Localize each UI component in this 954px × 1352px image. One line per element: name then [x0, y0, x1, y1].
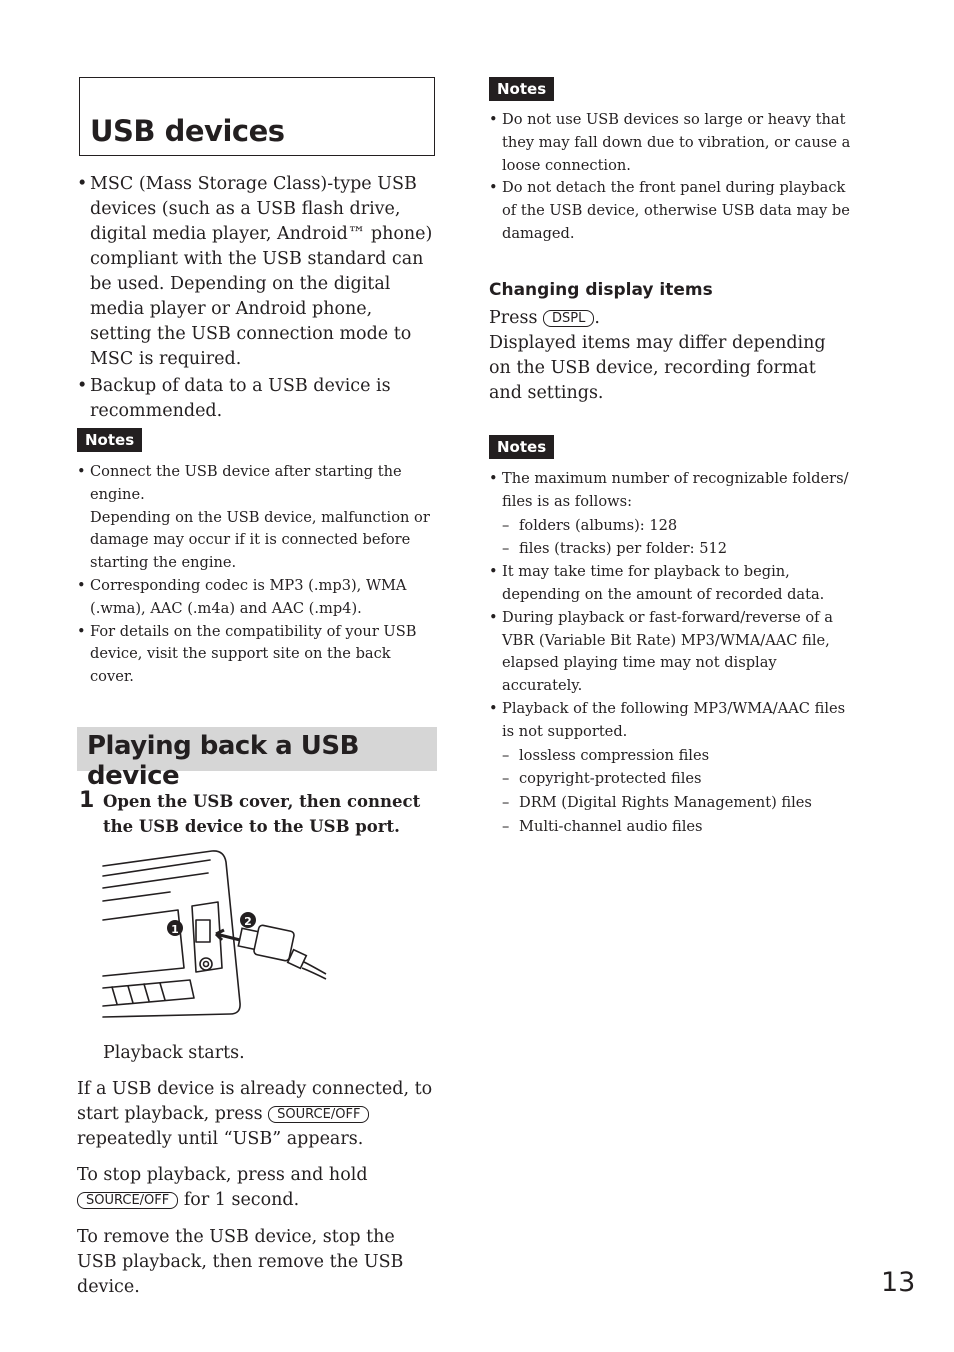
- para-stop-a: To stop playback, press and hold: [77, 1165, 368, 1185]
- press-label: Press: [489, 308, 538, 328]
- playback-starts: Playback starts.: [103, 1043, 245, 1063]
- notes-label-2: Notes: [489, 77, 554, 101]
- para-remove: To remove the USB device, stop the USB playback, then remove the USB device.: [77, 1227, 404, 1297]
- usb-connection-figure: [100, 848, 332, 1020]
- notes-section-1: [77, 461, 439, 689]
- step-instruction: Open the USB cover, then connect the USB device to the USB port.: [103, 792, 421, 836]
- notes3-item4-sub2: – copyright-protected files: [502, 768, 854, 791]
- display-description: Displayed items may differ depending on the USB device, recording format and settings.: [489, 333, 826, 403]
- notes3-item1-sub1: – folders (albums): 128: [502, 515, 854, 538]
- intro-bullet-msc: • MSC (Mass Storage Class)-type USB devices (such as a USB flash drive, digital media player, Android™ phone) compliant with the USB standard can be used. Depending on the digital media player or Android phone, setting the USB connection mode to MSC is required.: [77, 172, 439, 372]
- para-already-connected-a: If a USB device is already connected, to start playback, press: [77, 1079, 433, 1124]
- notes3-item4-sub4: – Multi-channel audio files: [502, 816, 854, 839]
- step-number: 1: [79, 788, 95, 813]
- para-stop-b: for 1 second.: [183, 1190, 300, 1210]
- notes3-item1-text: • The maximum number of recognizable folders/ files is as follows:: [502, 470, 849, 510]
- notes-list-2: [489, 109, 854, 246]
- source-off-button: SOURCE/OFF: [77, 1192, 178, 1209]
- notes-label-1: Notes: [77, 428, 142, 452]
- section-heading-gray: [77, 727, 437, 791]
- dspl-button: DSPL: [543, 310, 594, 327]
- notes-section-3: [489, 468, 854, 839]
- notes1-item1-line2: Depending on the USB device, malfunction or damage may occur if it is connected before starting the engine.: [90, 508, 430, 572]
- para-already-connected-b: repeatedly until “USB” appears.: [77, 1129, 364, 1149]
- notes1-item1-line1: • Connect the USB device after starting the engine.: [90, 463, 402, 503]
- source-off-button: SOURCE/OFF: [268, 1106, 369, 1123]
- notes3-item4-sub1: – lossless compression files: [502, 745, 854, 768]
- para-already-connected: [77, 1077, 439, 1152]
- heading-usb-devices: USB devices: [90, 114, 285, 148]
- notes3-item3: • During playback or fast-forward/reverse of a VBR (Variable Bit Rate) MP3/WMA/AAC file, elapsed playing time may not display accurately.: [489, 607, 854, 698]
- press-line: [489, 306, 849, 331]
- intro-bullet-backup: • Backup of data to a USB device is recommended.: [77, 374, 439, 424]
- notes-list-3: [489, 468, 854, 839]
- notes1-item3: • For details on the compatibility of your USB device, visit the support site on the back cover.: [77, 621, 439, 689]
- usb-plug: [253, 925, 294, 962]
- changing-display-body: [489, 306, 849, 406]
- section-heading-box: [79, 77, 435, 156]
- page-number: 13: [881, 1267, 916, 1298]
- notes2-item2: • Do not detach the front panel during playback of the USB device, otherwise USB data may be damaged.: [489, 177, 854, 245]
- notes-section-2: [489, 109, 854, 246]
- notes1-item: [77, 461, 439, 575]
- notes1-item2: • Corresponding codec is MP3 (.mp3), WMA (.wma), AAC (.m4a) and AAC (.mp4).: [77, 575, 439, 621]
- callout-2: 2: [244, 915, 252, 928]
- intro-section: [77, 172, 439, 426]
- notes3-item4: [489, 698, 854, 839]
- notes3-item4-text: • Playback of the following MP3/WMA/AAC files is not supported.: [502, 699, 846, 740]
- heading-playing-back: Playing back a USB device: [87, 731, 359, 791]
- notes-list-1: [77, 461, 439, 689]
- press-period: .: [594, 308, 600, 328]
- notes-label-3: Notes: [489, 435, 554, 459]
- intro-bullet-list: [77, 172, 439, 424]
- notes3-item1-sub2: – files (tracks) per folder: 512: [502, 538, 854, 561]
- para-stop: [77, 1163, 439, 1213]
- changing-display-heading: Changing display items: [489, 280, 713, 300]
- notes2-item1: • Do not use USB devices so large or heavy that they may fall down due to vibration, or cause a loose connection.: [489, 109, 854, 177]
- notes3-item4-sub3: – DRM (Digital Rights Management) files: [502, 792, 854, 815]
- callout-1: 1: [171, 923, 179, 936]
- notes3-item2: • It may take time for playback to begin, depending on the amount of recorded data.: [489, 561, 854, 607]
- notes3-item1: [489, 468, 854, 561]
